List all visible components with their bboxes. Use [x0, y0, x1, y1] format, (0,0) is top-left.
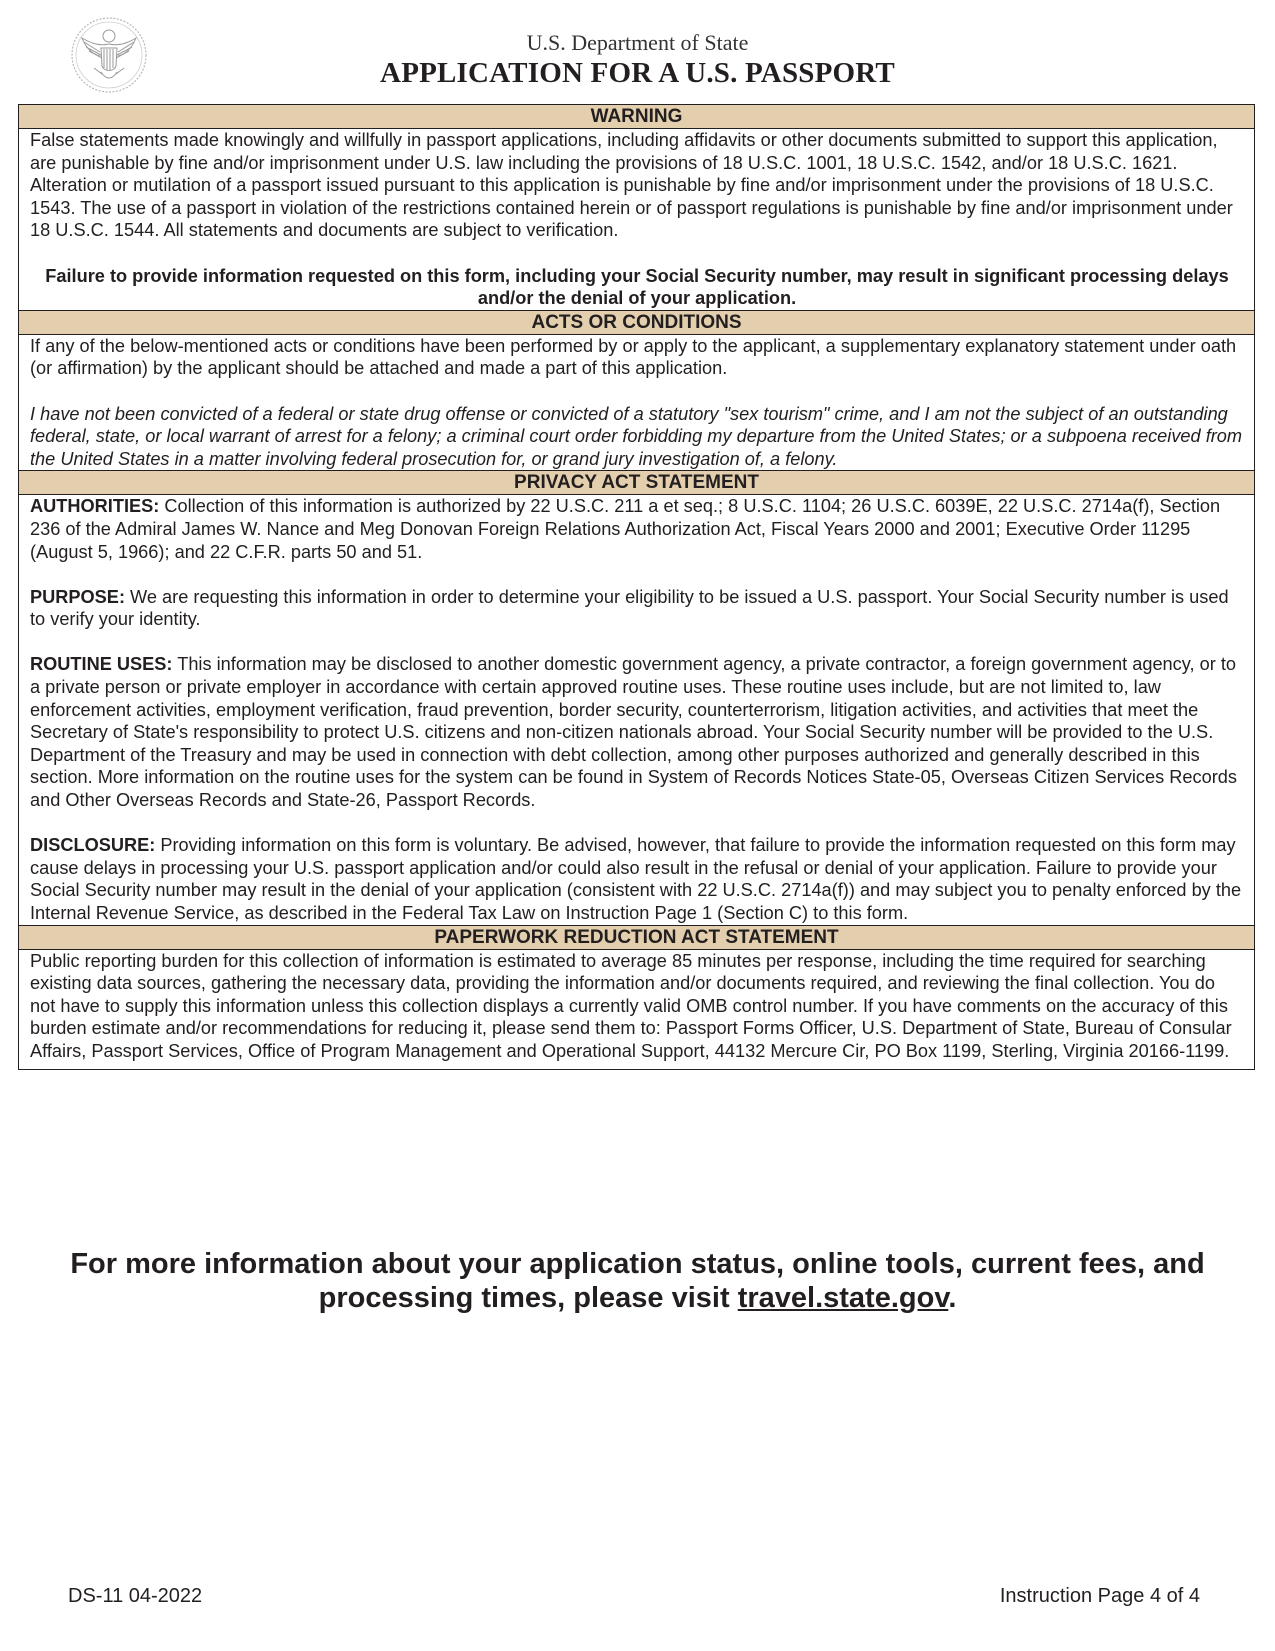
warning-notice: Failure to provide information requested on this form, including your Social Security number, may result in significant processing delays and/or the denial of your application. [45, 265, 1229, 309]
disclosure-paragraph [30, 834, 1244, 924]
authorities-text: Collection of this information is authorized by 22 U.S.C. 211 a et seq.; 8 U.S.C. 1104; 26 U.S.C. 6039E, 22 U.S.C. 2714a(f), Section 236 of the Admiral James W. Nance and Meg Donovan Foreign Relations Authorization Act, Fiscal Years 2000 and 2001; Executive Order 11295 (August 5, 1966); and 22 C.F.R. parts 50 and 51. [30, 496, 1221, 562]
privacy-heading: PRIVACY ACT STATEMENT [19, 470, 1254, 495]
department-name: U.S. Department of State [526, 30, 749, 55]
more-info-end: . [948, 1282, 957, 1314]
statements-box [18, 104, 1255, 1070]
authorities-paragraph [30, 495, 1244, 563]
acts-statement: I have not been convicted of a federal or state drug offense or convicted of a statutory "sex tourism" crime, and I am not the subject of an outstanding federal, state, or local warrant of arrest for a felony; a criminal court order forbidding my departure from the United States; or a subpoena received from the United States in a matter involving federal prosecution for, or grand jury investigation of, a felony. [30, 403, 1243, 469]
more-info-notice [0, 1247, 1275, 1315]
purpose-label: PURPOSE: [30, 586, 125, 607]
more-info-text: For more information about your application status, online tools, current fees, and processing times, please visit [70, 1248, 1205, 1314]
form-id: DS-11 04-2022 [68, 1585, 203, 1607]
routine-uses-text: This information may be disclosed to another domestic government agency, a private contractor, a foreign government agency, or to a private person or private employer in accordance with certain approved routine uses. These routine uses include, but are not limited to, law enforcement activities, employment verification, fraud prevention, border security, counterterrorism, litigation activities, and activities that meet the Secretary of State's responsibility to protect U.S. citizens and non-citizen nationals abroad. Your Social Security number will be provided to the U.S. Department of the Treasury and may be used in connection with debt collection, among other purposes authorized and generally described in this section. More information on the routine uses for the system can be found in System of Records Notices State-05, Overseas Citizen Services Records and Other Overseas Records and State-26, Passport Records. [30, 654, 1237, 811]
acts-section [19, 335, 1254, 471]
header [0, 30, 1275, 90]
privacy-section [19, 495, 1254, 924]
warning-text: False statements made knowingly and willfully in passport applications, including affidavits or other documents submitted to support this application, are punishable by fine and/or imprisonment under U.S. law including the provisions of 18 U.S.C. 1001, 18 U.S.C. 1542, and/or 18 U.S.C. 1621. Alteration or mutilation of a passport issued pursuant to this application is punishable by fine and/or imprisonment under the provisions of 18 U.S.C. 1543. The use of a passport in violation of the restrictions contained herein or of passport regulations is punishable by fine and/or imprisonment under 18 U.S.C. 1544. All statements and documents are subject to verification. [30, 130, 1233, 241]
page-title: APPLICATION FOR A U.S. PASSPORT [380, 57, 895, 89]
paperwork-text: Public reporting burden for this collection of information is estimated to average 85 minutes per response, including the time required for searching existing data sources, gathering the necessary data, providing the information and/or documents required, and reviewing the final collection. You do not have to supply this information unless this collection displays a currently valid OMB control number. If you have comments on the accuracy of this burden estimate and/or recommendations for reducing it, please send them to: Passport Forms Officer, U.S. Department of State, Bureau of Consular Affairs, Passport Services, Office of Program Management and Operational Support, 44132 Mercure Cir, PO Box 1199, Sterling, Virginia 20166-1199. [30, 950, 1232, 1061]
routine-uses-paragraph [30, 653, 1244, 811]
paperwork-section [19, 950, 1254, 1069]
purpose-paragraph [30, 586, 1244, 631]
disclosure-label: DISCLOSURE: [30, 835, 156, 856]
travel-state-gov-link[interactable]: travel.state.gov [737, 1282, 949, 1314]
paperwork-heading: PAPERWORK REDUCTION ACT STATEMENT [19, 925, 1254, 950]
purpose-text: We are requesting this information in order to determine your eligibility to be issued a U.S. passport. Your Social Security number is used to verify your identity. [30, 586, 1229, 630]
page-number: Instruction Page 4 of 4 [999, 1585, 1200, 1607]
warning-section [19, 129, 1254, 310]
authorities-label: AUTHORITIES: [30, 496, 160, 517]
acts-text: If any of the below-mentioned acts or conditions have been performed by or apply to the applicant, a supplementary explanatory statement under oath (or affirmation) by the applicant should be attached and made a part of this application. [30, 335, 1237, 379]
warning-heading: WARNING [19, 105, 1254, 129]
disclosure-text: Providing information on this form is voluntary. Be advised, however, that failure to provide the information requested on this form may cause delays in processing your U.S. passport application and/or could also result in the refusal or denial of your application. Failure to provide your Social Security number may result in the denial of your application (consistent with 22 U.S.C. 2714a(f)) and may subject you to penalty enforced by the Internal Revenue Service, as described in the Federal Tax Law on Instruction Page 1 (Section C) to this form. [30, 835, 1242, 923]
acts-heading: ACTS OR CONDITIONS [19, 310, 1254, 335]
routine-uses-label: ROUTINE USES: [30, 654, 173, 675]
